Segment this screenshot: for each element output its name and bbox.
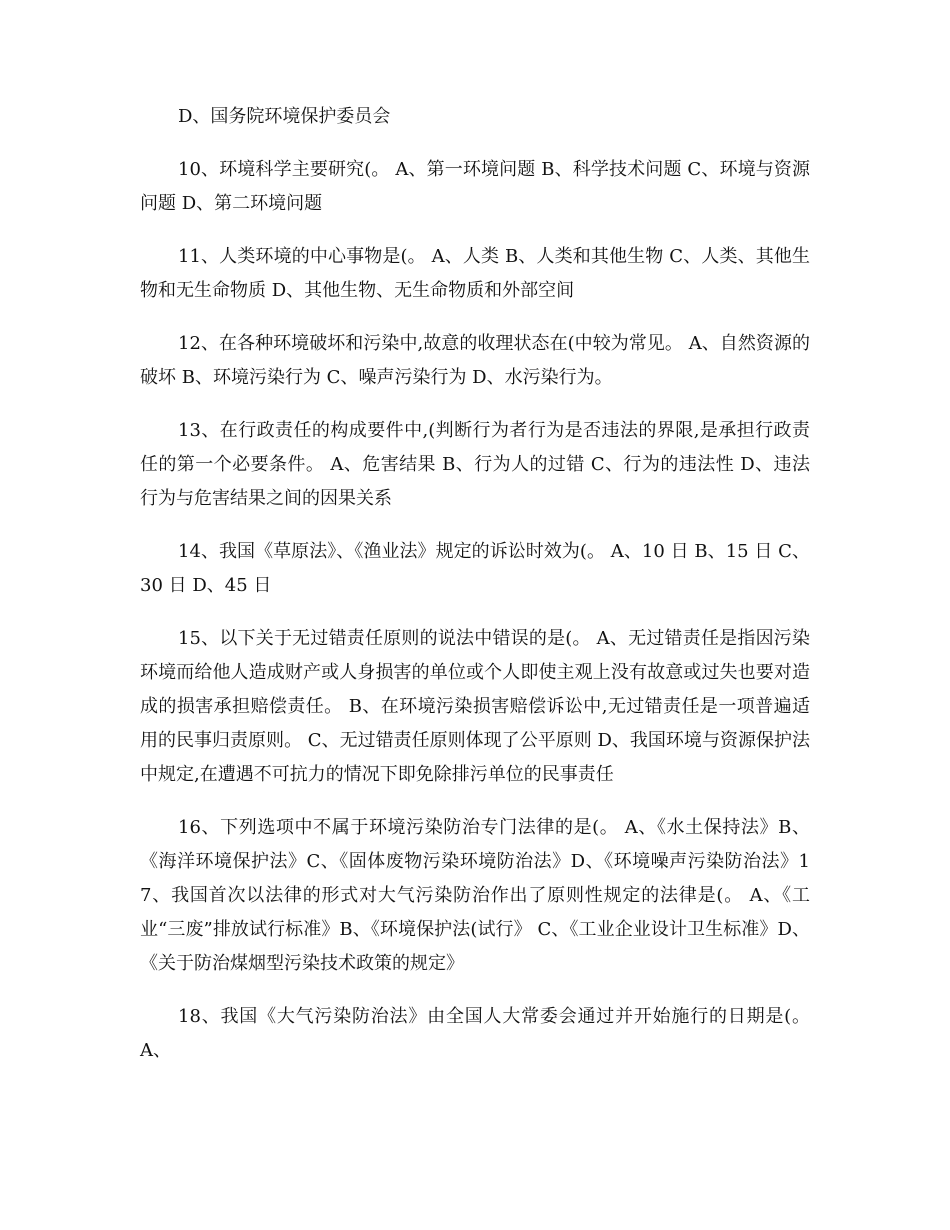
question-16-17: 16、下列选项中不属于环境污染防治专门法律的是(。 A、《水土保持法》B、《海洋环境保护法》C、《固体废物污染环境防治法》D、《环境噪声污染防治法》17、我国首次以法律的形式对大气污染防治作出了原则性规定的法律是(。 A、《工业“三废”排放试行标准》B、《环境保护法(试行》 C、《工业企业设计卫生标准》D、《关于防治煤烟型污染技术政策的规定》 <box>140 817 810 974</box>
question-13: 13、在行政责任的构成要件中,(判断行为者行为是否违法的界限,是承担行政责任的第一个必要条件。 A、危害结果 B、行为人的过错 C、行为的违法性 D、违法行为与危害结果之间的因果关系 <box>140 420 810 509</box>
question-15: 15、以下关于无过错责任原则的说法中错误的是(。 A、无过错责任是指因污染环境而给他人造成财产或人身损害的单位或个人即使主观上没有故意或过失也要对造成的损害承担赔偿责任。 B、在环境污染损害赔偿诉讼中,无过错责任是一项普遍适用的民事归责原则。 C、无过错责任原则体现了公平原则 D、我国环境与资源保护法中规定,在遭遇不可抗力的情况下即免除排污单位的民事责任 <box>140 628 810 785</box>
document-page <box>140 100 810 1087</box>
paragraph-option-d: D、国务院环境保护委员会 <box>178 106 391 127</box>
question-11: 11、人类环境的中心事物是(。 A、人类 B、人类和其他生物 C、人类、其他生物和无生命物质 D、其他生物、无生命物质和外部空间 <box>140 246 810 301</box>
question-14: 14、我国《草原法》、《渔业法》规定的诉讼时效为(。 A、10 日 B、15 日 C、30 日 D、45 日 <box>140 541 810 596</box>
question-10: 10、环境科学主要研究(。 A、第一环境问题 B、科学技术问题 C、环境与资源问题 D、第二环境问题 <box>140 159 810 214</box>
question-12: 12、在各种环境破坏和污染中,故意的收理状态在(中较为常见。 A、自然资源的破坏 B、环境污染行为 C、噪声污染行为 D、水污染行为。 <box>140 333 810 388</box>
question-18: 18、我国《大气污染防治法》由全国人大常委会通过并开始施行的日期是(。 A、 <box>140 1006 810 1061</box>
